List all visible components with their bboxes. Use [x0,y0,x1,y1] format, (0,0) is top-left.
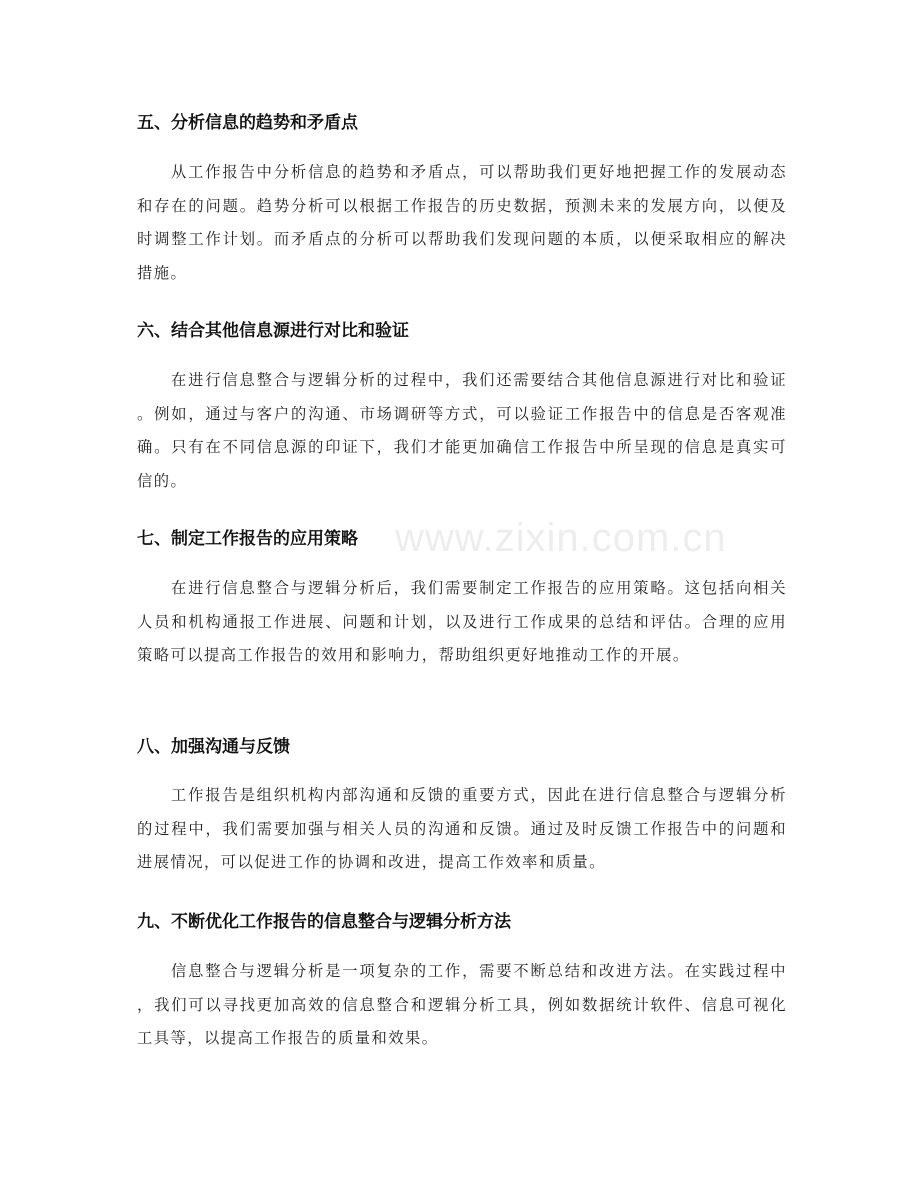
section-heading-8: 八、加强沟通与反馈 [137,737,290,757]
watermark: www.zixin.com.cn [395,516,727,560]
section-heading-9: 九、不断优化工作报告的信息整合与逻辑分析方法 [137,912,511,932]
section-body-9: 信息整合与逻辑分析是一项复杂的工作，需要不断总结和改进方法。在实践过程中，我们可以寻找更加高效的信息整合和逻辑分析工具，例如数据统计软件、信息可视化工具等，以提高工作报告的质量和效果。 [137,962,787,1047]
section-heading-7: 七、制定工作报告的应用策略 [137,529,358,549]
section-heading-5: 五、分析信息的趋势和矛盾点 [137,113,358,133]
section-heading-6: 六、结合其他信息源进行对比和验证 [137,321,409,341]
section-body-6: 在进行信息整合与逻辑分析的过程中，我们还需要结合其他信息源进行对比和验证。例如，通过与客户的沟通、市场调研等方式，可以验证工作报告中的信息是否客观准确。只有在不同信息源的印证下，我们才能更加确信工作报告中所呈现的信息是真实可信的。 [137,371,787,490]
section-body-5: 从工作报告中分析信息的趋势和矛盾点，可以帮助我们更好地把握工作的发展动态和存在的问题。趋势分析可以根据工作报告的历史数据，预测未来的发展方向，以便及时调整工作计划。而矛盾点的分析可以帮助我们发现问题的本质，以便采取相应的解决措施。 [137,163,787,282]
section-body-8: 工作报告是组织机构内部沟通和反馈的重要方式，因此在进行信息整合与逻辑分析的过程中，我们需要加强与相关人员的沟通和反馈。通过及时反馈工作报告中的问题和进展情况，可以促进工作的协调和改进，提高工作效率和质量。 [137,786,787,871]
section-body-7: 在进行信息整合与逻辑分析后，我们需要制定工作报告的应用策略。这包括向相关人员和机构通报工作进展、问题和计划，以及进行工作成果的总结和评估。合理的应用策略可以提高工作报告的效用和影响力，帮助组织更好地推动工作的开展。 [137,579,787,664]
